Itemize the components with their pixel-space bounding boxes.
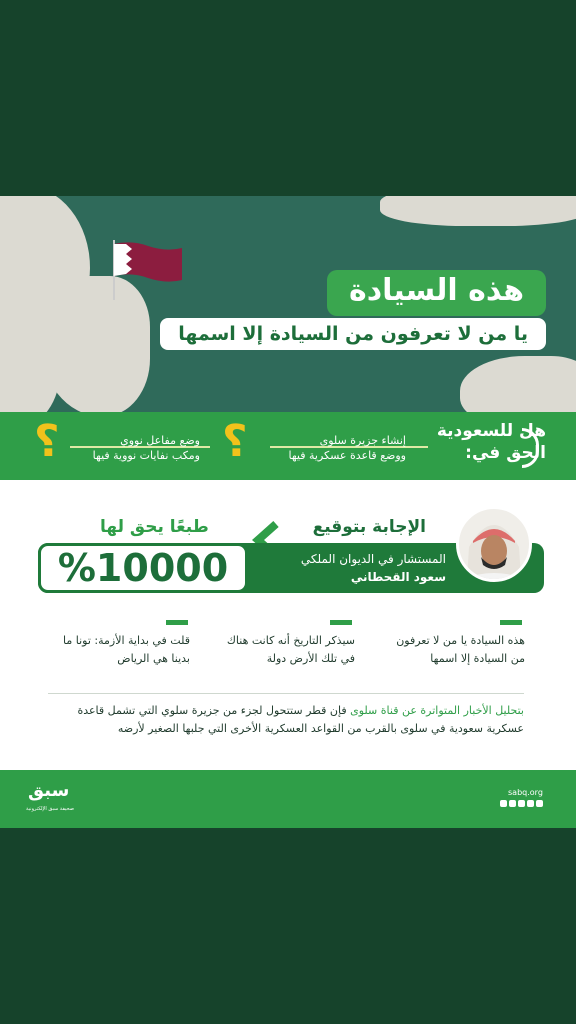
analysis-text [48,702,524,738]
sabq-logo-sub: صحيفة سبق الإلكترونية [25,806,75,812]
facebook-icon[interactable] [500,800,507,807]
option-2-line2: ومكب نفايات نووية فيها [92,449,200,462]
twitter-icon[interactable] [509,800,516,807]
answer-sure: طبعًا يحق لها [100,517,209,537]
qatar-flag-icon [112,240,184,286]
option-2-text [60,433,200,463]
sabq-logo: سبق [28,780,70,801]
quote-2: سيذكر التاريخ أنه كانت هناك في تلك الأرض دولة [226,634,355,665]
signer-name: سعود القحطاني [350,570,446,584]
question-title-line1: هل للسعودية [436,421,546,441]
snapchat-icon[interactable] [536,800,543,807]
percent-value: %10000 [57,546,229,590]
quote-marker [166,620,188,625]
analysis-rest: فإن قطر ستتحول لجزء من جزيرة سلوي التي تشمل قاعدة عسكرية سعودية في سلوى بالقرب من القواعد العسكرية الأخرى التي جلبها الصغير لأرضه [77,704,524,735]
analysis-highlight: بتحليل الأخبار المتواترة عن قناة سلوى [350,704,524,717]
youtube-icon[interactable] [518,800,525,807]
social-icons [500,800,543,807]
option-2-line1: وضع مفاعل نووي [120,434,200,447]
answer-label: الإجابة بتوقيع [312,517,426,537]
hero-subheadline: يا من لا تعرفون من السيادة إلا اسمها [160,318,546,350]
question-mark-icon: ؟ [222,416,248,467]
quote-marker [500,620,522,625]
signer-role: المستشار في الديوان الملكي [300,552,446,566]
option-1-line2: ووضع قاعدة عسكرية فيها [288,449,406,462]
footer-bar [0,770,576,828]
option-1-text [258,433,406,463]
question-title-line2: الحق في: [465,443,546,463]
quote-marker [330,620,352,625]
site-url[interactable]: sabq.org [508,788,543,797]
quote-3: قلت في بداية الأزمة: تونا ما بدينا هي الرياض [63,634,190,665]
question-mark-icon: ؟ [34,416,60,467]
option-1-line1: إنشاء جزيرة سلوى [319,434,406,447]
hero-headline: هذه السيادة [327,270,546,316]
quote-1: هذه السيادة يا من لا تعرفون من السيادة إلا اسمها [396,634,525,665]
divider [48,693,524,694]
instagram-icon[interactable] [527,800,534,807]
signer-avatar [456,506,532,582]
